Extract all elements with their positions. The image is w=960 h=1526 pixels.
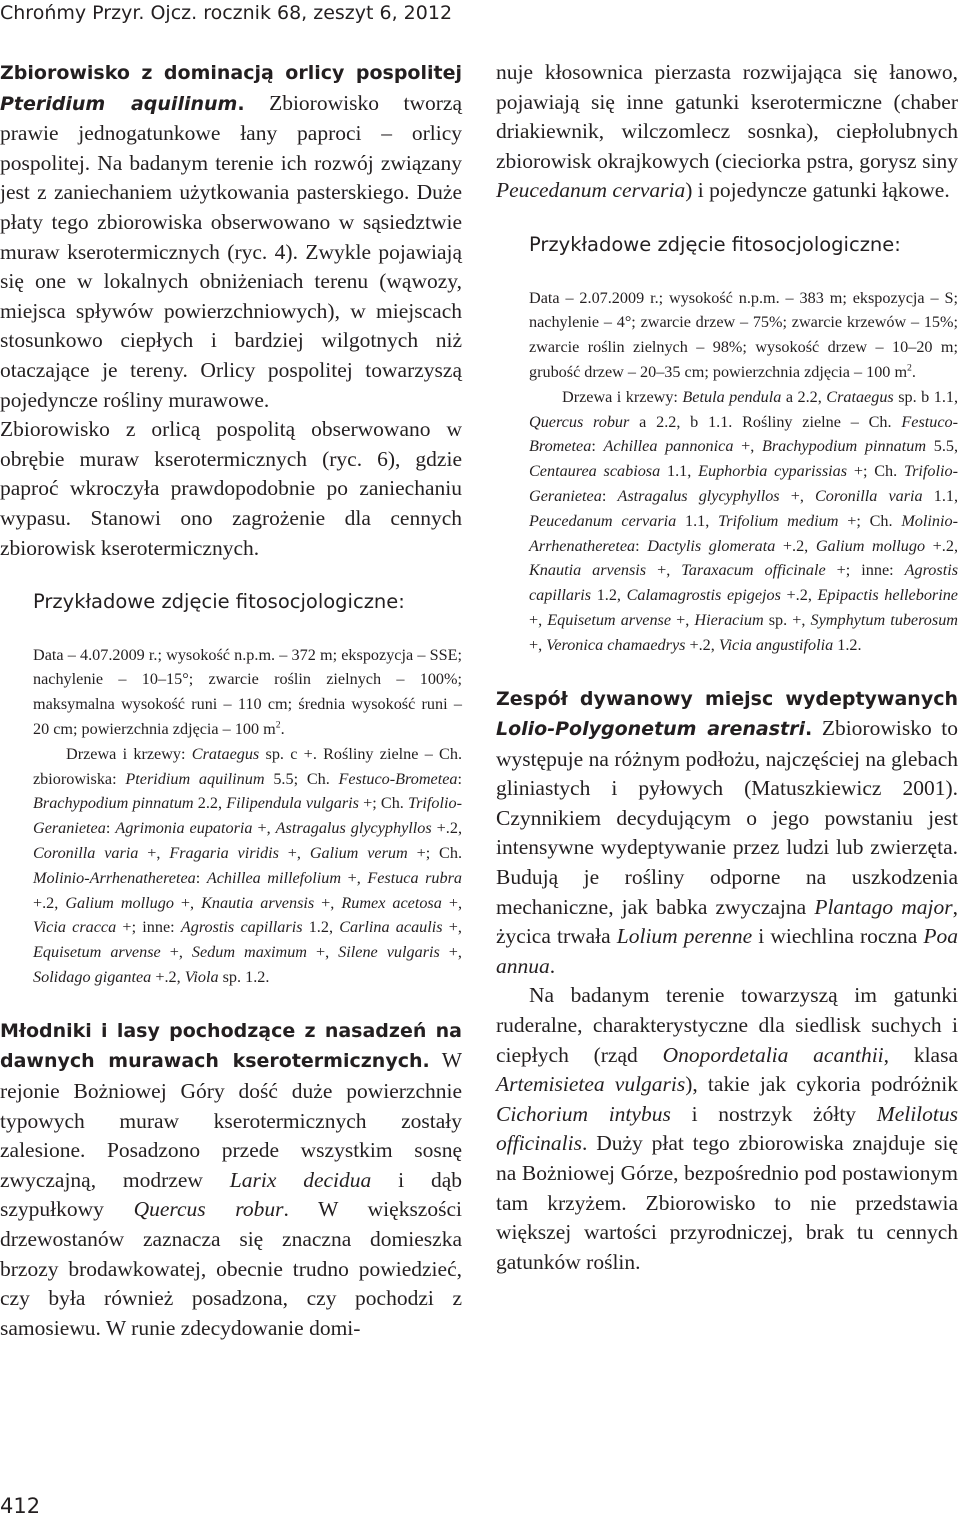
section-lolio [496,684,958,982]
record-left-params: Data – 4.07.2009 r.; wysokość n.p.m. – 372 m; ekspozycja – SSE; nachylenie – 10–15°; zwarcie roślin zielnych – 100%; maksymalna wysokość runi – 110 cm; średnia wysokość runi – 20 cm; powierzchnia zdjęcia – 100 $m^2$. [33,645,462,739]
section-lolio-para2: Na badanym terenie towarzyszą im gatunki ruderalne, charakterystyczne dla siedlisk suchych i ciepłych (rząd Onopordetalia acanthii, klasa Artemisietea vulgaris), takie jak cykoria podróżnik Cichorium intybus i nostrzyk żółty Melilotus officinalis. Duży płat tego zbiorowiska znajduje się na Bożniowej Górze, bezpośrednio pod postawionym tam krzyżem. Zbiorowisko to nie przedstawia większej wartości przyrodniczej, brak tu cennych gatunków roślin. [496,983,958,1274]
section-mlodniki: Młodniki i lasy pochodzące z nasadzeń na dawnych murawach kserotermicznych. W rejonie Bożniowej Góry dość duże powierzchnie typowych muraw kserotermicznych zostały zalesione. Posadzono przede wszystkim sosnę zwyczajną, modrzew Larix decidua i dąb szypułkowy Quercus robur. W większości drzewostanów zaznacza się znaczna domieszka brzozy brodawkowatej, obecnie trudno powiedzieć, czy była również posadzona, czy pochodzi z samosiewu. W runie zdecydowanie domi- [0,1019,462,1340]
section-pteridium-text: Zbiorowisko tworzą prawie jednogatunkowe łany paproci – orlicy pospolitej. Na badanym terenie ich rozwój związany jest z zaniechaniem użytkowania pasterskiego. Duże płaty tego zbiorowiska obserwowano w sąsiedztwie muraw kserotermicznych (ryc. 4). Zwykle pojawiają się one w lokalnych obniżeniach terenu (wąwozy, miejsca spływów powierzchniowych), w miejscach stosunkowo ciepłych i bardziej wilgotnych niż otaczające je tereny. Orlicy pospolitej towarzyszą pojedyncze rośliny murawowe. [0,90,462,412]
section-pteridium [0,58,462,415]
record-right-params: Data – 2.07.2009 r.; wysokość n.p.m. – 383 m; ekspozycja – S; nachylenie – 4°; zwarcie drzew – 75%; zwarcie krzewów – 15%; zwarcie roślin zielnych – 98%; wysokość drzew – 10–20 m; grubość drzew – 20–35 cm; powierzchnia zdjęcia – 100 $m^2$. [529,288,958,381]
section-heading-lolio: Zespół dywanowy miejsc wydeptywanych Lolio-Polygonetum arenastri. [496,687,958,741]
photo-heading-left: Przykładowe zdjęcie fitosocjologiczne: [33,590,405,614]
photo-heading-right: Przykładowe zdjęcie fitosocjologiczne: [529,232,901,256]
page-number: 412 [0,1494,41,1518]
running-header: Chrońmy Przyr. Ojcz. rocznik 68, zeszyt 6, 2012 [0,2,453,24]
phyto-record-right [529,286,958,658]
section-lolio-text: Zbiorowisko to występuje na różnym podłożu, najczęściej na glebach gliniastych i pyłowych (Matuszkiewicz 2001). Czynnikiem decydującym o jego powstaniu jest intensywne wydeptywanie przez ludzi lub zwierzęta. Budują je rośliny odporne na uszkodzenia mechaniczne, jak babka zwyczajna Plantago major, życica trwała Lolium perenne i wiechlina roczna Poa annua. [496,716,959,978]
record-right-species: Drzewa i krzewy: Betula pendula a 2.2, Crataegus sp. b 1.1, Quercus robur a 2.2, b 1.1. Rośliny zielne – Ch. Festuco-Brometea: Achillea pannonica +, Brachypodium pinnatum 5.5, Centaurea scabiosa 1.1, Euphorbia cyparissias +; Ch. Trifolio-Geranietea: Astragalus glycyphyllos +, Coronilla varia 1.1, Peucedanum cervaria 1.1, Trifolium medium +; Ch. Molinio-Arrhenatheretea: Dactylis glomerata +.2, Galium mollugo +.2, Knautia arvensis +, Taraxacum officinale +; inne: Agrostis capillaris 1.2, Calamagrostis epigejos +.2, Epipactis helleborine +, Equisetum arvense +, Hieracium sp. +, Symphytum tuberosum +, Veronica chamaedrys +.2, Vicia angustifolia 1.2. [529,387,959,654]
right-column [496,58,958,1277]
record-left-species: Drzewa i krzewy: Crataegus sp. c +. Rośliny zielne – Ch. zbiorowiska: Pteridium aquilinum 5.5; Ch. Festuco-Brometea: Brachypodium pinnatum 2.2, Filipendula vulgaris +; Ch. Trifolio-Geranietea: Agrimonia eupatoria +, Astragalus glycyphyllos +.2, Coronilla varia +, Fragaria viridis +, Galium verum +; Ch. Molinio-Arrhenatheretea: Achillea millefolium +, Festuca rubra +.2, Galium mollugo +, Knautia arvensis +, Rumex acetosa +, Vicia cracca +; inne: Agrostis capillaris 1.2, Carlina acaulis +, Equisetum arvense +, Sedum maximum +, Silene vulgaris +, Solidago gigantea +.2, Viola sp. 1.2. [33,744,463,987]
section-heading-pteridium: Zbiorowisko z dominacją orlicy pospolitej Pteridium aquilinum. [0,62,462,115]
phyto-record-left [33,643,462,990]
section-heading-mlodniki: Młodniki i lasy pochodzące z nasadzeń na dawnych murawach kserotermicznych. [0,1019,462,1073]
left-column [0,58,462,1343]
section-pteridium-para2: Zbiorowisko z orlicą pospolitą obserwowano w obrębie muraw kserotermicznych (ryc. 6), gdzie paproć wkroczyła prawdopodobnie po zaniechaniu wypasu. Stanowi ono zagrożenie dla cennych zbiorowisk kserotermicznych. [0,417,462,560]
section-mlodniki-continued: nuje kłosownica pierzasta rozwijająca się łanowo, pojawiają się inne gatunki kserotermiczne (chaber driakiewnik, wilczomlecz sosnka), ciepłolubnych zbiorowisk okrajkowych (cieciorka pstra, gorysz siny Peucedanum cervaria) i pojedyncze gatunki łąkowe. [496,60,958,203]
